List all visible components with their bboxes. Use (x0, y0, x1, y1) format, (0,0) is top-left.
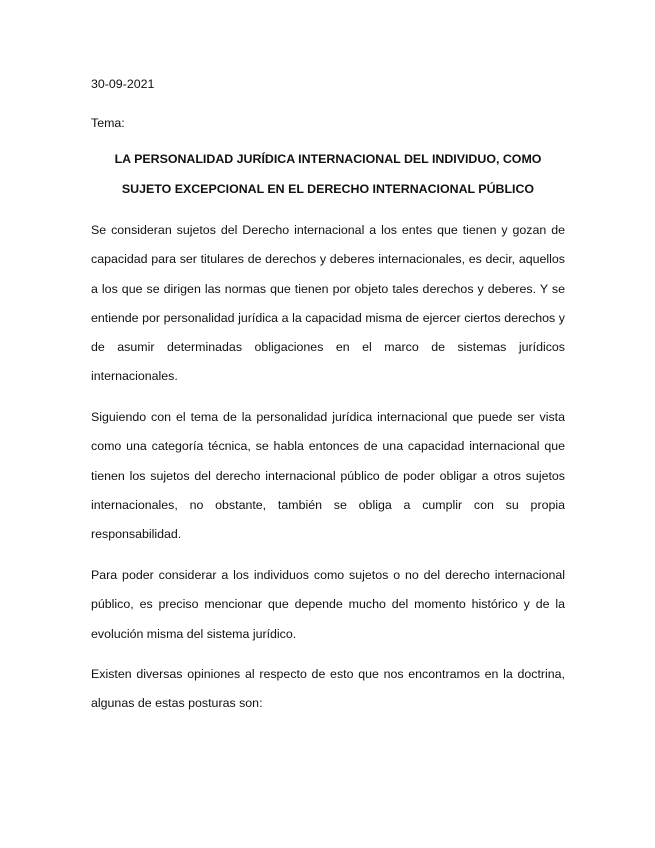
topic-label: Tema: (91, 116, 125, 130)
paragraph: Se consideran sujetos del Derecho internacional a los entes que tienen y gozan de capacidad para ser titulares de derechos y deberes internacionales, es decir, aquellos a los que se dirigen las normas que tienen por objeto tales derechos y deberes. Y se entiende por personalidad jurídica a la capacidad misma de ejercer ciertos derechos y de asumir determinadas obligaciones en el marco de sistemas jurídicos internacionales. (91, 223, 565, 384)
document-title-line-2: SUJETO EXCEPCIONAL EN EL DERECHO INTERNACIONAL PÚBLICO (121, 182, 535, 196)
paragraph: Siguiendo con el tema de la personalidad jurídica internacional que puede ser vista como una categoría técnica, se habla entonces de una capacidad internacional que tienen los sujetos del derecho internacional público de poder obligar a otros sujetos internacionales, no obstante, también se obliga a cumplir con su propia responsabilidad. (91, 410, 565, 542)
document-date: 30-09-2021 (91, 77, 155, 91)
paragraph: Para poder considerar a los individuos como sujetos o no del derecho internacional público, es preciso mencionar que depende mucho del momento histórico y de la evolución misma del sistema jurídico. (91, 568, 565, 641)
document-title-line-1: LA PERSONALIDAD JURÍDICA INTERNACIONAL DEL INDIVIDUO, COMO (114, 152, 542, 166)
paragraph: Existen diversas opiniones al respecto de esto que nos encontramos en la doctrina, algunas de estas posturas son: (91, 667, 565, 711)
